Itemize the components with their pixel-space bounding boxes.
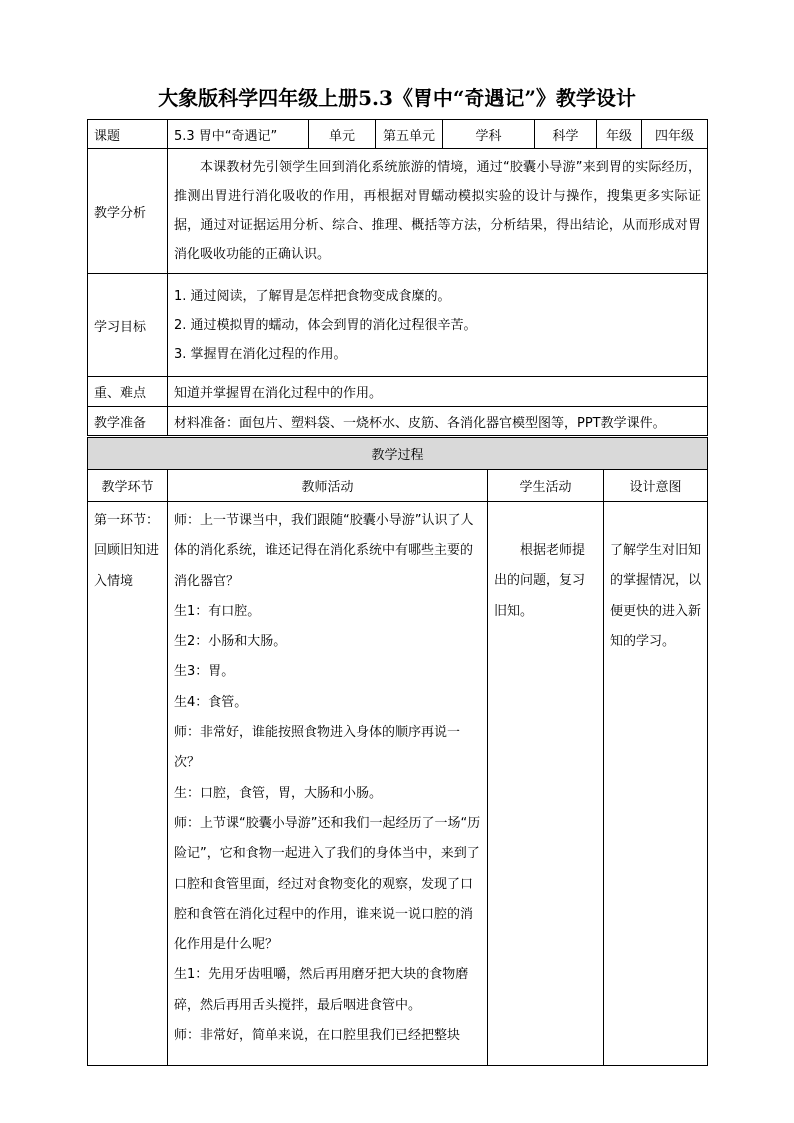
grade-value: 四年级 xyxy=(642,120,708,149)
key-text: 知道并掌握胃在消化过程中的作用。 xyxy=(168,377,708,407)
label-analysis: 教学分析 xyxy=(88,149,168,274)
topic-row xyxy=(88,120,708,149)
dialog-line: 生3：胃。 xyxy=(174,664,235,680)
key-row xyxy=(88,377,708,407)
process-table xyxy=(87,437,708,1066)
dialog-line: 师：非常好，简单来说，在口腔里我们已经把整块 xyxy=(174,1028,461,1044)
goal-item: 1. 通过阅读，了解胃是怎样把食物变成食糜的。 xyxy=(174,288,451,304)
label-goals: 学习目标 xyxy=(88,274,168,377)
label-subject: 学科 xyxy=(443,120,535,149)
subject-value: 科学 xyxy=(535,120,597,149)
design-intent: 了解学生对旧知的掌握情况，以便更快的进入新知的学习。 xyxy=(604,502,708,1066)
col-intent: 设计意图 xyxy=(604,470,708,502)
dialog-line: 生1：先用牙齿咀嚼，然后再用磨牙把大块的食物磨碎，然后再用舌头搅拌，最后咽进食管中。 xyxy=(174,967,469,1013)
label-prep: 教学准备 xyxy=(88,407,168,436)
process-header: 教学过程 xyxy=(88,438,708,470)
col-teacher: 教师活动 xyxy=(168,470,488,502)
stage-cell: 第一环节：回顾旧知进入情境 xyxy=(88,502,168,1066)
prep-text: 材料准备：面包片、塑料袋、一烧杯水、皮筋、各消化器官模型图等，PPT教学课件。 xyxy=(168,407,708,436)
analysis-text: 本课教材先引领学生回到消化系统旅游的情境，通过“胶囊小导游”来到胃的实际经历，推测出胃进行消化吸收的作用，再根据对胃蠕动模拟实验的设计与操作，搜集更多实际证据，通过对证据运用分析、综合、推理、概括等方法，分析结果，得出结论，从而形成对胃消化吸收功能的正确认识。 xyxy=(168,149,708,274)
dialog-line: 生2：小肠和大肠。 xyxy=(174,634,287,650)
dialog-line: 生1：有口腔。 xyxy=(174,603,261,619)
label-unit: 单元 xyxy=(309,120,376,149)
student-activity: 根据老师提出的问题，复习旧知。 xyxy=(488,502,604,1066)
col-stage: 教学环节 xyxy=(88,470,168,502)
goals-list xyxy=(168,274,708,377)
topic-value: 5.3 胃中“奇遇记” xyxy=(168,120,309,149)
process-column-headers xyxy=(88,470,708,502)
label-grade: 年级 xyxy=(597,120,642,149)
label-key: 重、难点 xyxy=(88,377,168,407)
goal-item: 2. 通过模拟胃的蠕动，体会到胃的消化过程很辛苦。 xyxy=(174,317,477,333)
goal-item: 3. 掌握胃在消化过程的作用。 xyxy=(174,346,347,362)
prep-row xyxy=(88,407,708,436)
dialog-line: 师：上节课“胶囊小导游”还和我们一起经历了一场“历险记”，它和食物一起进入了我们的身体当中，来到了口腔和食管里面，经过对食物变化的观察，发现了口腔和食管在消化过程中的作用，谁来说一说口腔的消化作用是什么呢？ xyxy=(174,815,481,953)
dialog-line: 师：上一节课当中，我们跟随“胶囊小导游”认识了人体的消化系统，谁还记得在消化系统中有哪些主要的消化器官？ xyxy=(174,513,474,589)
dialog-line: 生：口腔，食管，胃，大肠和小肠。 xyxy=(174,785,383,801)
dialog-line: 生4：食管。 xyxy=(174,694,248,710)
page-title: 大象版科学四年级上册5.3《胃中“奇遇记”》教学设计 xyxy=(158,86,636,110)
goals-row xyxy=(88,274,708,377)
dialog-line: 师：非常好，谁能按照食物进入身体的顺序再说一次？ xyxy=(174,725,461,771)
teacher-activity xyxy=(168,502,488,1066)
col-student: 学生活动 xyxy=(488,470,604,502)
info-table xyxy=(87,119,708,436)
unit-value: 第五单元 xyxy=(376,120,443,149)
stage-row xyxy=(88,502,708,1066)
label-topic: 课题 xyxy=(88,120,168,149)
analysis-row xyxy=(88,149,708,274)
